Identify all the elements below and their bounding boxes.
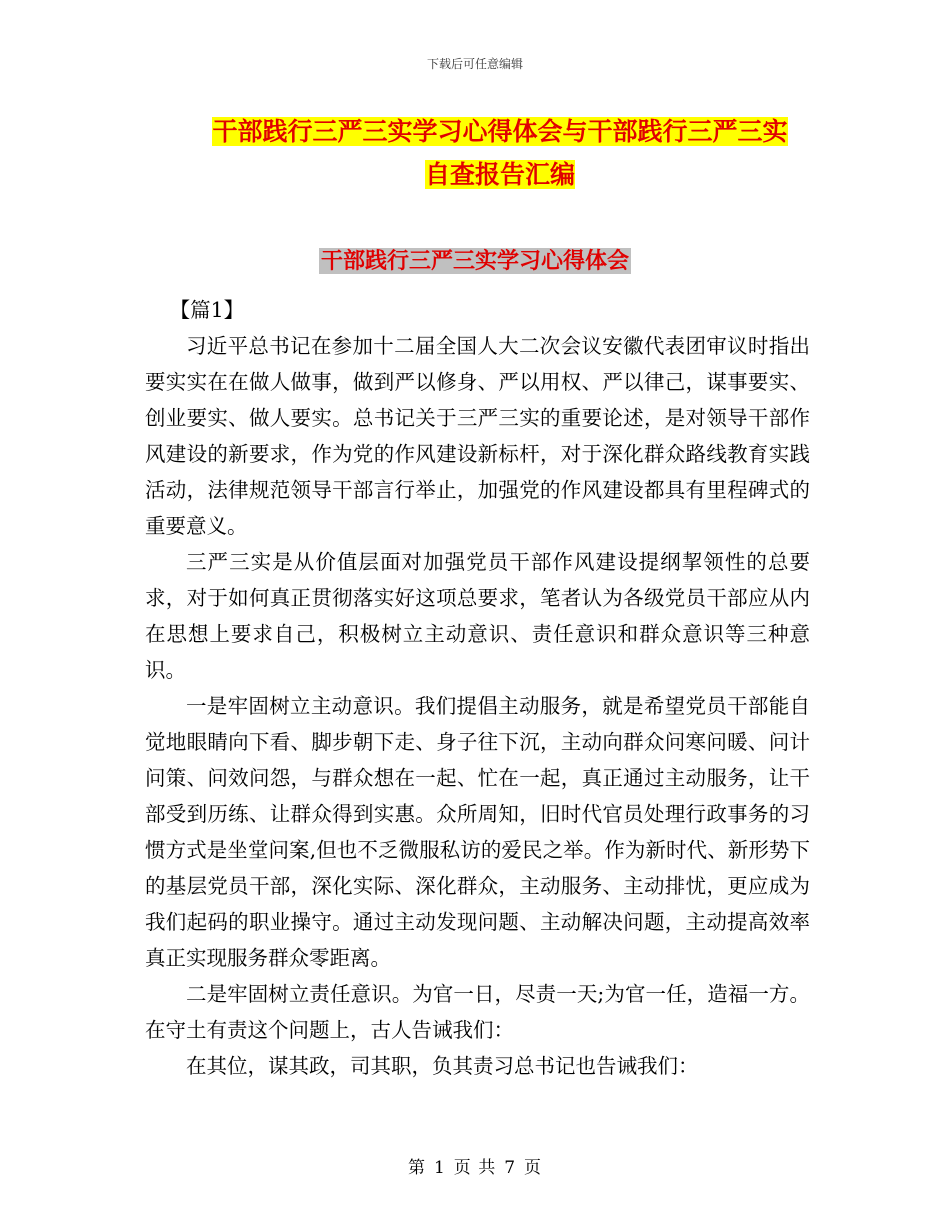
paragraph: 习近平总书记在参加十二届全国人大二次会议安徽代表团审议时指出要实实在在做人做事，做到严以修身、严以用权、严以律己，谋事要实、创业要实、做人要实。总书记关于三严三实的重要论述，是对领导干部作风建设的新要求，作为党的作风建设新标杆，对于深化群众路线教育实践活动，法律规范领导干部言行举止，加强党的作风建设都具有里程碑式的重要意义。: [145, 334, 810, 538]
title-line-1: 干部践行三严三实学习心得体会与干部践行三严三实: [212, 117, 788, 146]
title-line-2: 自查报告汇编: [424, 160, 575, 189]
section-label: 【篇1】: [169, 298, 245, 322]
document-title: [140, 110, 860, 196]
paragraph: 在其位，谋其政，司其职，负其责习总书记也告诫我们：: [186, 1054, 699, 1078]
paragraph: 一是牢固树立主动意识。我们提倡主动服务，就是希望党员干部能自觉地眼睛向下看、脚步朝下走、身子往下沉，主动向群众问寒问暖、问计问策、问效问怨，与群众想在一起、忙在一起，真正通过主动服务，让干部受到历练、让群众得到实惠。众所周知，旧时代官员处理行政事务的习惯方式是坐堂问案,但也不乏微服私访的爱民之举。作为新时代、新形势下的基层党员干部，深化实际、深化群众，主动服务、主动排忧，更应成为我们起码的职业操守。通过主动发现问题、主动解决问题，主动提高效率真正实现服务群众零距离。: [145, 694, 810, 970]
paragraph: 二是牢固树立责任意识。为官一日，尽责一天;为官一任，造福一方。在守土有责这个问题上，古人告诫我们：: [145, 982, 810, 1042]
paragraph: 三严三实是从价值层面对加强党员干部作风建设提纲挈领性的总要求，对于如何真正贯彻落实好这项总要求，笔者认为各级党员干部应从内在思想上要求自己，积极树立主动意识、责任意识和群众意识等三种意识。: [145, 550, 810, 682]
document-body: [145, 292, 810, 1084]
page-number: 1: [433, 1158, 446, 1178]
header-note: 下载后可任意编辑: [426, 57, 523, 71]
section-title: [0, 244, 950, 275]
page-footer: [0, 1153, 950, 1178]
footer-suffix: 页: [524, 1158, 543, 1178]
footer-prefix: 第: [407, 1158, 426, 1178]
section-title-text: 干部践行三严三实学习心得体会: [320, 248, 629, 274]
total-pages: 7: [504, 1158, 517, 1178]
footer-middle: 页 共: [453, 1158, 497, 1178]
